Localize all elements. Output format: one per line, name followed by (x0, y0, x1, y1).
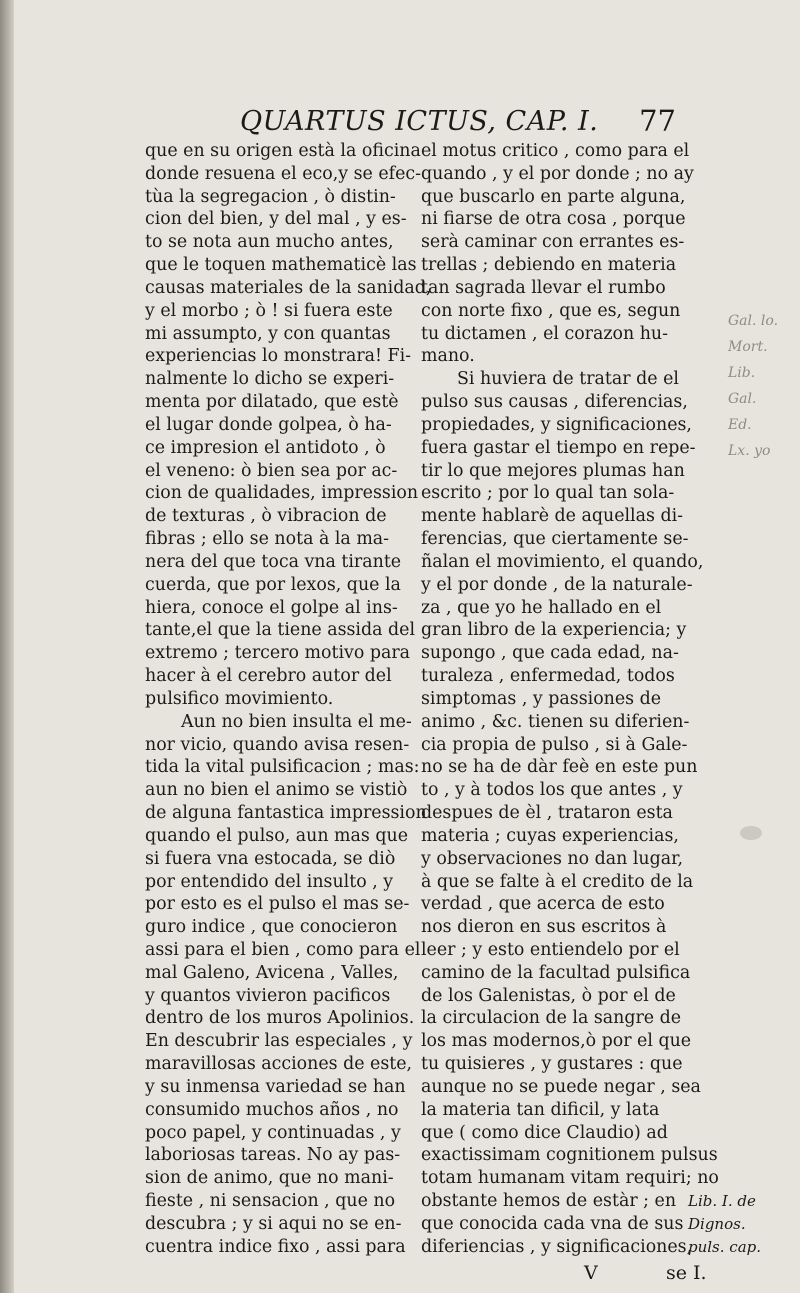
text-line: guro indice , que conocieron (145, 917, 398, 938)
signature-mark: V (584, 1262, 598, 1284)
ink-stain (740, 826, 762, 840)
text-line: que le toquen mathematicè las (145, 255, 417, 276)
text-line: diferiencias , y significaciones, (421, 1236, 693, 1257)
text-line: Dignos. (688, 1215, 746, 1233)
text-line: de texturas , ò vibracion de (145, 506, 387, 527)
text-line: supongo , que cada edad, na- (421, 643, 679, 664)
text-line: cuentra indice fixo , assi para (145, 1236, 406, 1257)
text-line: laboriosas tareas. No ay pas- (145, 1145, 401, 1166)
text-line: dentro de los muros Apolinios. (145, 1008, 415, 1029)
text-line: gran libro de la experiencia; y (421, 620, 687, 641)
text-line: hiera, conoce el golpe al ins- (145, 597, 398, 618)
text-line: quando el pulso, aun mas que (145, 825, 408, 846)
text-line: mano. (421, 346, 475, 367)
text-line: leer ; y esto entiendelo por el (421, 939, 680, 960)
text-line: cion de qualidades, impression (145, 483, 419, 504)
text-line: mal Galeno, Avicena , Valles, (145, 962, 399, 983)
text-line: mente hablarè de aquellas di- (421, 506, 684, 527)
text-line: y observaciones no dan lugar, (421, 848, 684, 869)
text-line: y el morbo ; ò ! si fuera este (145, 300, 393, 321)
text-line: obstante hemos de estàr ; en (421, 1191, 677, 1212)
text-line: simptomas , y passiones de (421, 688, 662, 709)
text-line: quando , y el por donde ; no ay (421, 163, 694, 184)
running-title: QUARTUS ICTUS, CAP. I. (240, 106, 599, 137)
catchword: se I. (666, 1262, 707, 1284)
text-line: que buscarlo en parte alguna, (421, 186, 686, 207)
text-line: y el por donde , de la naturale- (421, 574, 693, 595)
text-line: trellas ; debiendo en materia (421, 255, 677, 276)
text-line: Lib. (728, 365, 756, 381)
text-line: animo , &c. tienen su diferien- (421, 711, 690, 732)
text-line: escrito ; por lo qual tan sola- (421, 483, 675, 504)
text-line: causas materiales de la sanidad, (145, 277, 432, 298)
margin-note (688, 1190, 788, 1259)
page-number: 77 (639, 104, 676, 138)
text-line: los mas modernos,ò por el que (421, 1031, 692, 1052)
text-line: despues de èl , trataron esta (421, 803, 673, 824)
page-header (240, 104, 680, 144)
text-line: ni fiarse de otra cosa , porque (421, 209, 686, 230)
text-line: nalmente lo dicho se experi- (145, 369, 395, 390)
text-line: por entendido del insulto , y (145, 871, 394, 892)
text-line: cuerda, que por lexos, que la (145, 574, 401, 595)
text-line: la circulacion de la sangre de (421, 1008, 682, 1029)
text-line: el lugar donde golpea, ò ha- (145, 414, 392, 435)
ink-stain (558, 1062, 566, 1068)
text-line: y su inmensa variedad se han (145, 1076, 406, 1097)
text-line: tir lo que mejores plumas han (421, 460, 685, 481)
text-line: pulso sus causas , diferencias, (421, 392, 688, 413)
text-line: exactissimam cognitionem pulsus (421, 1145, 718, 1166)
text-line: Lx. yo (728, 443, 771, 459)
text-line: el motus critico , como para el (421, 141, 690, 161)
text-line: que en su origen està la oficina (145, 141, 421, 161)
text-line: za , que yo he hallado en el (421, 597, 662, 618)
text-line: de los Galenistas, ò por el de (421, 985, 676, 1006)
text-line: pulsifico movimiento. (145, 688, 334, 709)
text-line: to se nota aun mucho antes, (145, 232, 394, 253)
text-line: serà caminar con errantes es- (421, 232, 685, 253)
text-line: to , y à todos los que antes , y (421, 780, 683, 801)
text-line: nos dieron en sus escritos à (421, 917, 667, 938)
text-line: fuera gastar el tiempo en repe- (421, 437, 696, 458)
text-line: fibras ; ello se nota à la ma- (145, 529, 390, 550)
text-line: extremo ; tercero motivo para (145, 643, 411, 664)
text-line: si fuera vna estocada, se diò (145, 848, 396, 869)
text-line: hacer à el cerebro autor del (145, 666, 392, 687)
bleed-through-marginalia (728, 308, 800, 748)
text-line: maravillosas acciones de este, (145, 1054, 413, 1075)
text-line: sion de animo, que no mani- (145, 1168, 394, 1189)
text-line: cia propia de pulso , si à Gale- (421, 734, 688, 755)
text-line: consumido muchos años , no (145, 1099, 399, 1120)
text-line: Mort. (728, 339, 768, 355)
text-line: tan sagrada llevar el rumbo (421, 277, 666, 298)
text-line: turaleza , enfermedad, todos (421, 666, 675, 687)
text-line: verdad , que acerca de esto (421, 894, 665, 915)
text-line: aunque no se puede negar , sea (421, 1076, 701, 1097)
text-line: tu quisieres , y gustares : que (421, 1054, 683, 1075)
text-line: Si huviera de tratar de el (457, 369, 679, 390)
text-line: nor vicio, quando avisa resen- (145, 734, 410, 755)
text-line: que conocida cada vna de sus (421, 1213, 684, 1234)
text-line: no se ha de dàr feè en este pun (421, 757, 698, 778)
text-line: fieste , ni sensacion , que no (145, 1191, 396, 1212)
text-line: mi assumpto, y con quantas (145, 323, 391, 344)
text-line: descubra ; y si aqui no se en- (145, 1213, 402, 1234)
text-line: Lib. I. de (688, 1192, 756, 1210)
text-line: Gal. (728, 391, 757, 407)
text-line: ce impresion el antidoto , ò (145, 437, 386, 458)
text-line: Aun no bien insulta el me- (181, 711, 412, 732)
text-line: assi para el bien , como para el (145, 939, 421, 960)
text-line: poco papel, y continuadas , y (145, 1122, 401, 1143)
text-line: tu dictamen , el corazon hu- (421, 323, 668, 344)
text-line: materia ; cuyas experiencias, (421, 825, 679, 846)
text-line: y quantos vivieron pacificos (145, 985, 391, 1006)
text-line: Ed. (728, 417, 752, 433)
text-line: ñalan el movimiento, el quando, (421, 551, 704, 572)
text-line: tante,el que la tiene assida del (145, 620, 416, 641)
text-line: que ( como dice Claudio) ad (421, 1122, 668, 1143)
text-line: tùa la segregacion , ò distin- (145, 186, 396, 207)
text-line: experiencias lo monstrara! Fi- (145, 346, 412, 367)
text-line: tida la vital pulsificacion ; mas: (145, 757, 420, 778)
text-line: cion del bien, y del mal , y es- (145, 209, 407, 230)
left-text-column (145, 140, 432, 1259)
text-line: con norte fixo , que es, segun (421, 300, 681, 321)
text-line: puls. cap. (688, 1238, 762, 1256)
text-line: totam humanam vitam requiri; no (421, 1168, 719, 1189)
text-line: ferencias, que ciertamente se- (421, 529, 689, 550)
page-gutter-shadow (0, 0, 14, 1293)
text-line: aun no bien el animo se vistiò (145, 780, 408, 801)
text-line: nera del que toca vna tirante (145, 551, 402, 572)
text-line: menta por dilatado, que estè (145, 392, 399, 413)
text-line: por esto es el pulso el mas se- (145, 894, 410, 915)
text-line: de alguna fantastica impression (145, 803, 427, 824)
text-line: En descubrir las especiales , y (145, 1031, 413, 1052)
text-line: la materia tan dificil, y lata (421, 1099, 660, 1120)
text-line: el veneno: ò bien sea por ac- (145, 460, 398, 481)
text-line: donde resuena el eco,y se efec- (145, 163, 422, 184)
text-line: à que se falte à el credito de la (421, 871, 694, 892)
text-line: propiedades, y significaciones, (421, 414, 692, 435)
text-line: camino de la facultad pulsifica (421, 962, 691, 983)
text-line: Gal. lo. (728, 313, 779, 329)
